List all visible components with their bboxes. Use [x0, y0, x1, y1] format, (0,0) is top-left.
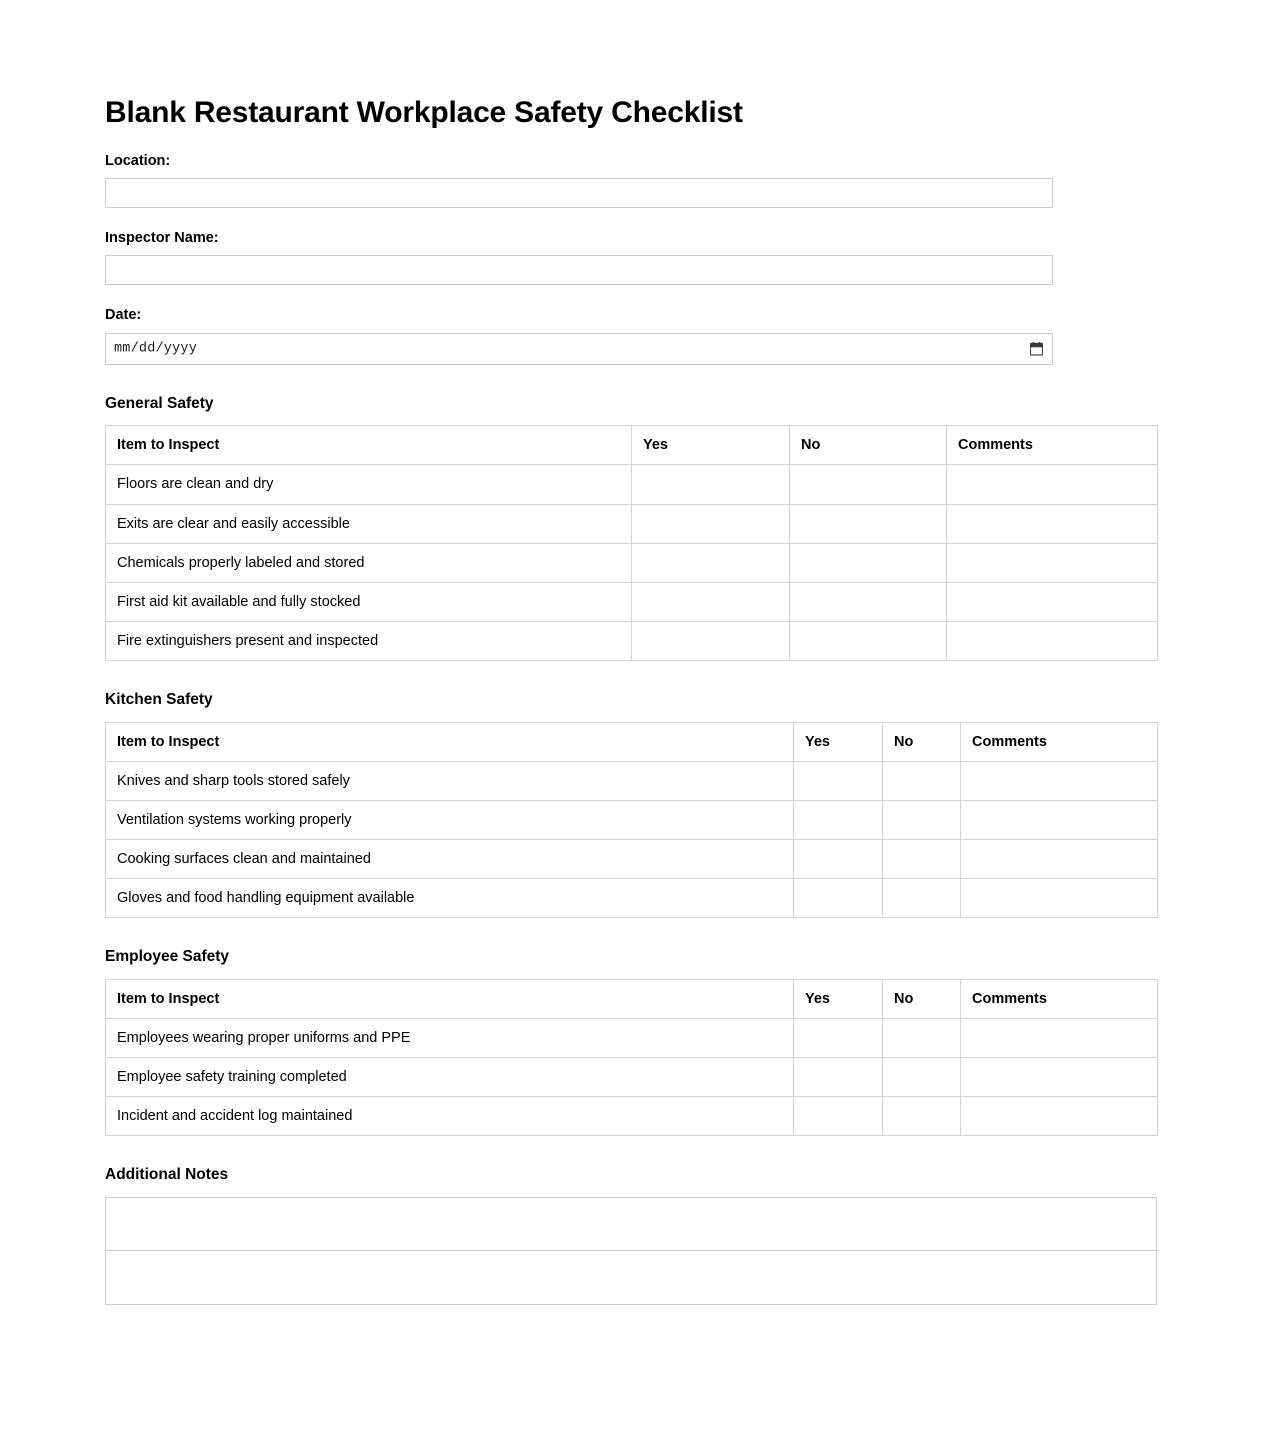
column-header-yes: Yes: [794, 722, 883, 761]
table-employee-safety: [105, 979, 1158, 1137]
column-header-comments: Comments: [961, 722, 1158, 761]
table-row: [106, 800, 1158, 839]
cell-yes[interactable]: [794, 1018, 883, 1057]
table-row: [106, 504, 1158, 543]
cell-item: Knives and sharp tools stored safely: [106, 761, 794, 800]
cell-item: Exits are clear and easily accessible: [106, 504, 632, 543]
cell-item: Gloves and food handling equipment available: [106, 879, 794, 918]
cell-comments[interactable]: [947, 621, 1158, 660]
table-row: [106, 543, 1158, 582]
cell-item: Fire extinguishers present and inspected: [106, 621, 632, 660]
cell-comments[interactable]: [947, 504, 1158, 543]
table-header-row: [106, 426, 1158, 465]
inspector-name-input[interactable]: [105, 255, 1053, 285]
location-label: Location:: [105, 152, 171, 169]
column-header-comments: Comments: [961, 979, 1158, 1018]
column-header-no: No: [883, 722, 961, 761]
column-header-comments: Comments: [947, 426, 1158, 465]
table-row: [106, 1058, 1158, 1097]
cell-yes[interactable]: [794, 879, 883, 918]
cell-yes[interactable]: [632, 582, 790, 621]
cell-item: First aid kit available and fully stocked: [106, 582, 632, 621]
column-header-yes: Yes: [632, 426, 790, 465]
date-field-block: [105, 307, 1157, 364]
column-header-item: Item to Inspect: [106, 426, 632, 465]
cell-item: Employee safety training completed: [106, 1058, 794, 1097]
additional-notes-textarea[interactable]: [105, 1197, 1157, 1305]
cell-comments[interactable]: [947, 465, 1158, 504]
date-input[interactable]: [105, 333, 1053, 365]
cell-item: Ventilation systems working properly: [106, 800, 794, 839]
table-row: [106, 839, 1158, 878]
cell-no[interactable]: [883, 1097, 961, 1136]
column-header-item: Item to Inspect: [106, 979, 794, 1018]
cell-no[interactable]: [883, 839, 961, 878]
cell-no[interactable]: [790, 504, 947, 543]
cell-yes[interactable]: [794, 761, 883, 800]
table-header-row: [106, 722, 1158, 761]
cell-item: Employees wearing proper uniforms and PPE: [106, 1018, 794, 1057]
column-header-no: No: [883, 979, 961, 1018]
cell-yes[interactable]: [794, 800, 883, 839]
cell-comments[interactable]: [947, 543, 1158, 582]
calendar-icon[interactable]: [1030, 342, 1043, 356]
cell-comments[interactable]: [961, 839, 1158, 878]
cell-no[interactable]: [883, 800, 961, 839]
cell-yes[interactable]: [794, 1058, 883, 1097]
cell-item: Chemicals properly labeled and stored: [106, 543, 632, 582]
cell-yes[interactable]: [632, 504, 790, 543]
cell-no[interactable]: [790, 621, 947, 660]
table-row: [106, 761, 1158, 800]
date-input-wrapper: [105, 333, 1053, 365]
cell-no[interactable]: [883, 879, 961, 918]
table-row: [106, 879, 1158, 918]
location-field-block: [105, 153, 1157, 208]
inspector-name-field-block: [105, 230, 1157, 285]
column-header-yes: Yes: [794, 979, 883, 1018]
table-row: [106, 621, 1158, 660]
cell-comments[interactable]: [961, 1058, 1158, 1097]
section-heading-additional-notes: Additional Notes: [105, 1166, 229, 1184]
column-header-item: Item to Inspect: [106, 722, 794, 761]
cell-comments[interactable]: [961, 1097, 1158, 1136]
table-row: [106, 582, 1158, 621]
cell-item: Incident and accident log maintained: [106, 1097, 794, 1136]
table-row: [106, 1018, 1158, 1057]
inspector-name-label: Inspector Name:: [105, 229, 219, 246]
cell-item: Cooking surfaces clean and maintained: [106, 839, 794, 878]
table-row: [106, 1097, 1158, 1136]
table-general-safety: [105, 425, 1158, 661]
cell-yes[interactable]: [794, 839, 883, 878]
cell-comments[interactable]: [961, 761, 1158, 800]
section-heading-general-safety: General Safety: [105, 394, 214, 412]
cell-no[interactable]: [883, 1058, 961, 1097]
cell-yes[interactable]: [794, 1097, 883, 1136]
page-title: Blank Restaurant Workplace Safety Checklist: [105, 96, 743, 129]
cell-no[interactable]: [790, 465, 947, 504]
section-heading-kitchen-safety: Kitchen Safety: [105, 691, 213, 709]
column-header-no: No: [790, 426, 947, 465]
cell-comments[interactable]: [961, 800, 1158, 839]
section-heading-employee-safety: Employee Safety: [105, 948, 230, 966]
cell-comments[interactable]: [947, 582, 1158, 621]
table-header-row: [106, 979, 1158, 1018]
date-placeholder-text: mm/dd/yyyy: [114, 341, 198, 357]
cell-no[interactable]: [790, 582, 947, 621]
cell-yes[interactable]: [632, 621, 790, 660]
cell-no[interactable]: [790, 543, 947, 582]
location-input[interactable]: [105, 178, 1053, 208]
cell-item: Floors are clean and dry: [106, 465, 632, 504]
table-kitchen-safety: [105, 722, 1158, 919]
cell-yes[interactable]: [632, 543, 790, 582]
table-row: [106, 465, 1158, 504]
cell-no[interactable]: [883, 1018, 961, 1057]
cell-yes[interactable]: [632, 465, 790, 504]
cell-no[interactable]: [883, 761, 961, 800]
date-label: Date:: [105, 307, 142, 324]
cell-comments[interactable]: [961, 1018, 1158, 1057]
cell-comments[interactable]: [961, 879, 1158, 918]
